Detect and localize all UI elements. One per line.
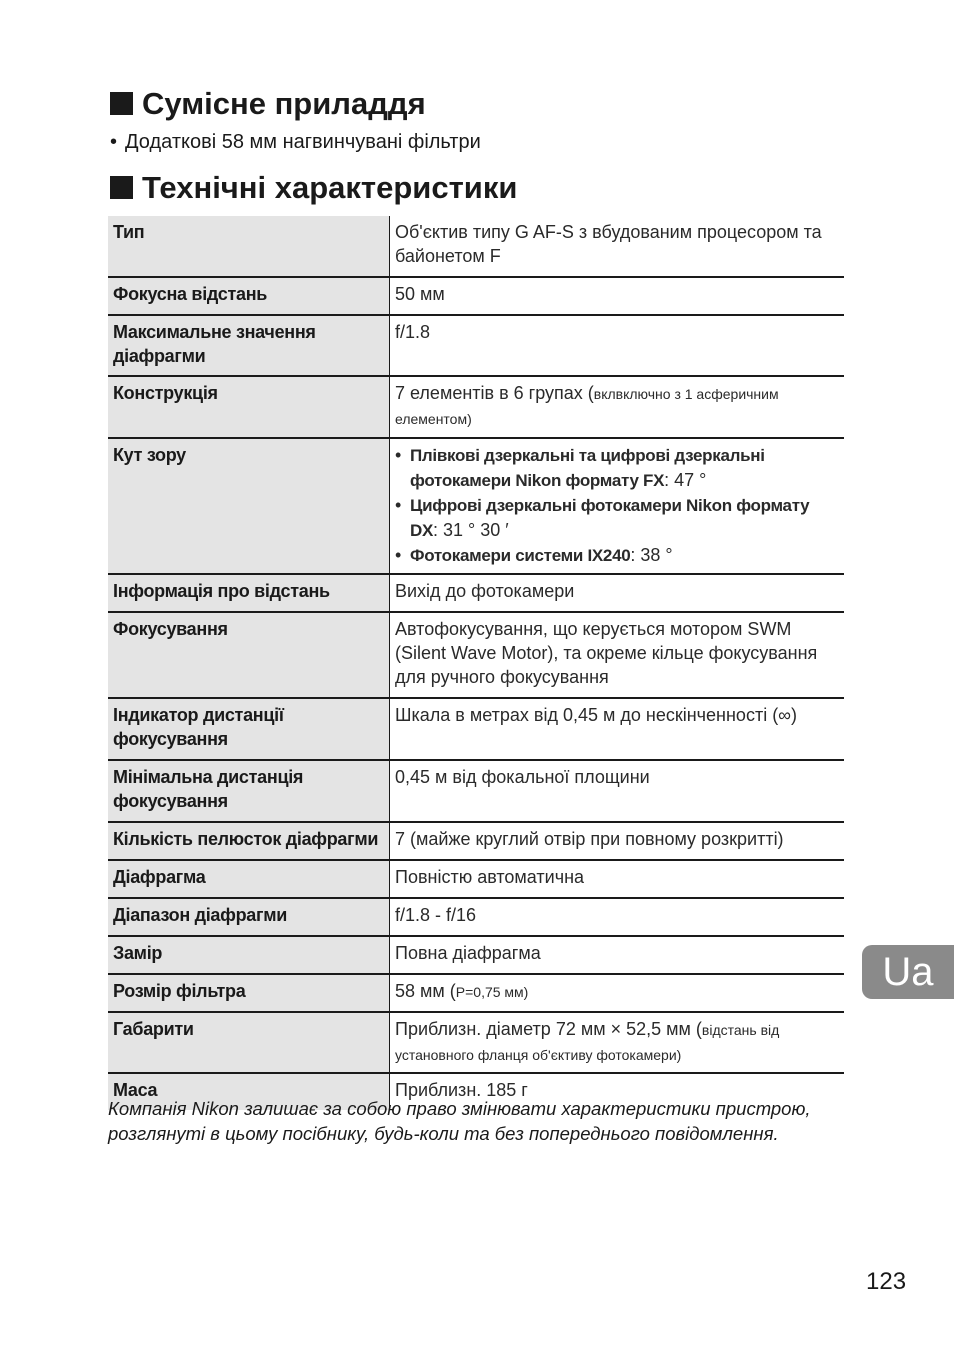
spec-value: Вихід до фотокамери: [390, 574, 845, 612]
spec-row-type: [108, 216, 844, 277]
specifications-title: Технічні характеристики: [142, 170, 518, 205]
specifications-heading: [110, 172, 517, 203]
spec-row-max-aperture: [108, 315, 844, 376]
bullet-dot: •: [395, 545, 402, 565]
spec-row-focusing: [108, 612, 844, 698]
spec-label: Маса: [108, 1073, 390, 1110]
dimensions-note: відстань від установного фланця об'єктиву фотокамери): [395, 1022, 780, 1063]
construction-note: вклвключно з 1 асферичним елементом): [395, 386, 779, 427]
spec-label: Замір: [108, 936, 390, 974]
bullet-dot: •: [395, 445, 402, 465]
spec-label: Інформація про відстань: [108, 574, 390, 612]
spec-row-distance-scale: [108, 698, 844, 760]
spec-value: [390, 438, 845, 574]
bullet-dot: •: [110, 131, 118, 153]
angle-ix240-value: : 38 °: [630, 545, 673, 565]
filter-size-text: 58 мм (: [395, 981, 456, 1001]
spec-label: Кількість пелюсток діафрагми: [108, 822, 390, 860]
spec-value: Повністю автоматична: [390, 860, 845, 898]
spec-value: Приблизн. 185 г: [395, 1080, 528, 1100]
spec-label: Мінімальна дистанція фокусування: [108, 760, 390, 822]
page-number: 123: [866, 1268, 907, 1295]
language-tab: Ua: [862, 945, 954, 999]
spec-row-focal-length: [108, 277, 844, 315]
spec-value: Шкала в метрах від 0,45 м до нескінченності (∞): [390, 698, 845, 760]
spec-label: Кут зору: [108, 438, 390, 574]
angle-dx-value: : 31 ° 30 ′: [433, 520, 509, 540]
disclaimer-footnote: Компанія Nikon залишає за собою право змінювати характеристики пристрою, розглянуті в цьому посібнику, будь-коли та без попереднього повідомлення.: [108, 1098, 811, 1144]
spec-label: Габарити: [108, 1012, 390, 1073]
spec-value: f/1.8: [390, 315, 845, 376]
dimensions-text: Приблизн. діаметр 72 мм × 52,5 мм (: [395, 1019, 702, 1039]
spec-value: f/1.8 - f/16: [390, 898, 845, 936]
spec-value: Автофокусування, що керується мотором SWM (Silent Wave Motor), та окреме кільце фокусування для ручного фокусування: [390, 612, 845, 698]
angle-ix240-label: Фотокамери системи IX240: [410, 546, 631, 565]
angle-item-ix240: [395, 543, 839, 568]
accessory-list-item: [110, 131, 481, 154]
angle-fx-label: Плівкові дзеркальні та цифрові дзеркальні фотокамери Nikon формату FX: [410, 446, 765, 490]
compatible-accessories-title: Сумісне приладдя: [142, 86, 426, 121]
construction-text: 7 елементів в 6 групах (: [395, 383, 594, 403]
angle-fx-value: : 47 °: [664, 470, 707, 490]
spec-value: [390, 376, 845, 438]
spec-value: Об'єктив типу G AF-S з вбудованим процесором та байонетом F: [390, 216, 845, 277]
spec-value: 7 (майже круглий отвір при повному розкритті): [390, 822, 845, 860]
square-bullet-icon: [110, 176, 133, 199]
accessory-text: Додаткові 58 мм нагвинчувані фільтри: [125, 131, 481, 153]
specifications-table: [108, 216, 844, 1110]
spec-row-diaphragm: [108, 860, 844, 898]
bullet-dot: •: [395, 495, 402, 515]
spec-label: Конструкція: [108, 376, 390, 438]
spec-value: [390, 974, 845, 1012]
filter-size-note: P=0,75 мм): [455, 984, 529, 1000]
spec-label: Фокусування: [108, 612, 390, 698]
spec-row-aperture-range: [108, 898, 844, 936]
compatible-accessories-heading: [110, 88, 426, 119]
spec-row-angle-of-view: [108, 438, 844, 574]
angle-item-fx: [395, 443, 839, 493]
spec-value: 0,45 м від фокальної площини: [390, 760, 845, 822]
angle-item-dx: [395, 493, 839, 543]
spec-row-dimensions: [108, 1012, 844, 1073]
spec-value: Повна діафрагма: [390, 936, 845, 974]
spec-row-filter-size: [108, 974, 844, 1012]
spec-value: 50 мм: [390, 277, 845, 315]
spec-label: Тип: [108, 216, 390, 277]
spec-label: Індикатор дистанції фокусування: [108, 698, 390, 760]
spec-label: Максимальне значення діафрагми: [108, 315, 390, 376]
spec-label: Фокусна відстань: [108, 277, 390, 315]
angle-dx-label: Цифрові дзеркальні фотокамери Nikon формату DX: [410, 496, 810, 540]
spec-row-construction: [108, 376, 844, 438]
spec-row-diaphragm-blades: [108, 822, 844, 860]
spec-row-min-focus-distance: [108, 760, 844, 822]
spec-row-distance-info: [108, 574, 844, 612]
spec-row-metering: [108, 936, 844, 974]
spec-label: Діафрагма: [108, 860, 390, 898]
spec-label: Діапазон діафрагми: [108, 898, 390, 936]
spec-label: Розмір фільтра: [108, 974, 390, 1012]
square-bullet-icon: [110, 92, 133, 115]
spec-value: [390, 1012, 845, 1073]
